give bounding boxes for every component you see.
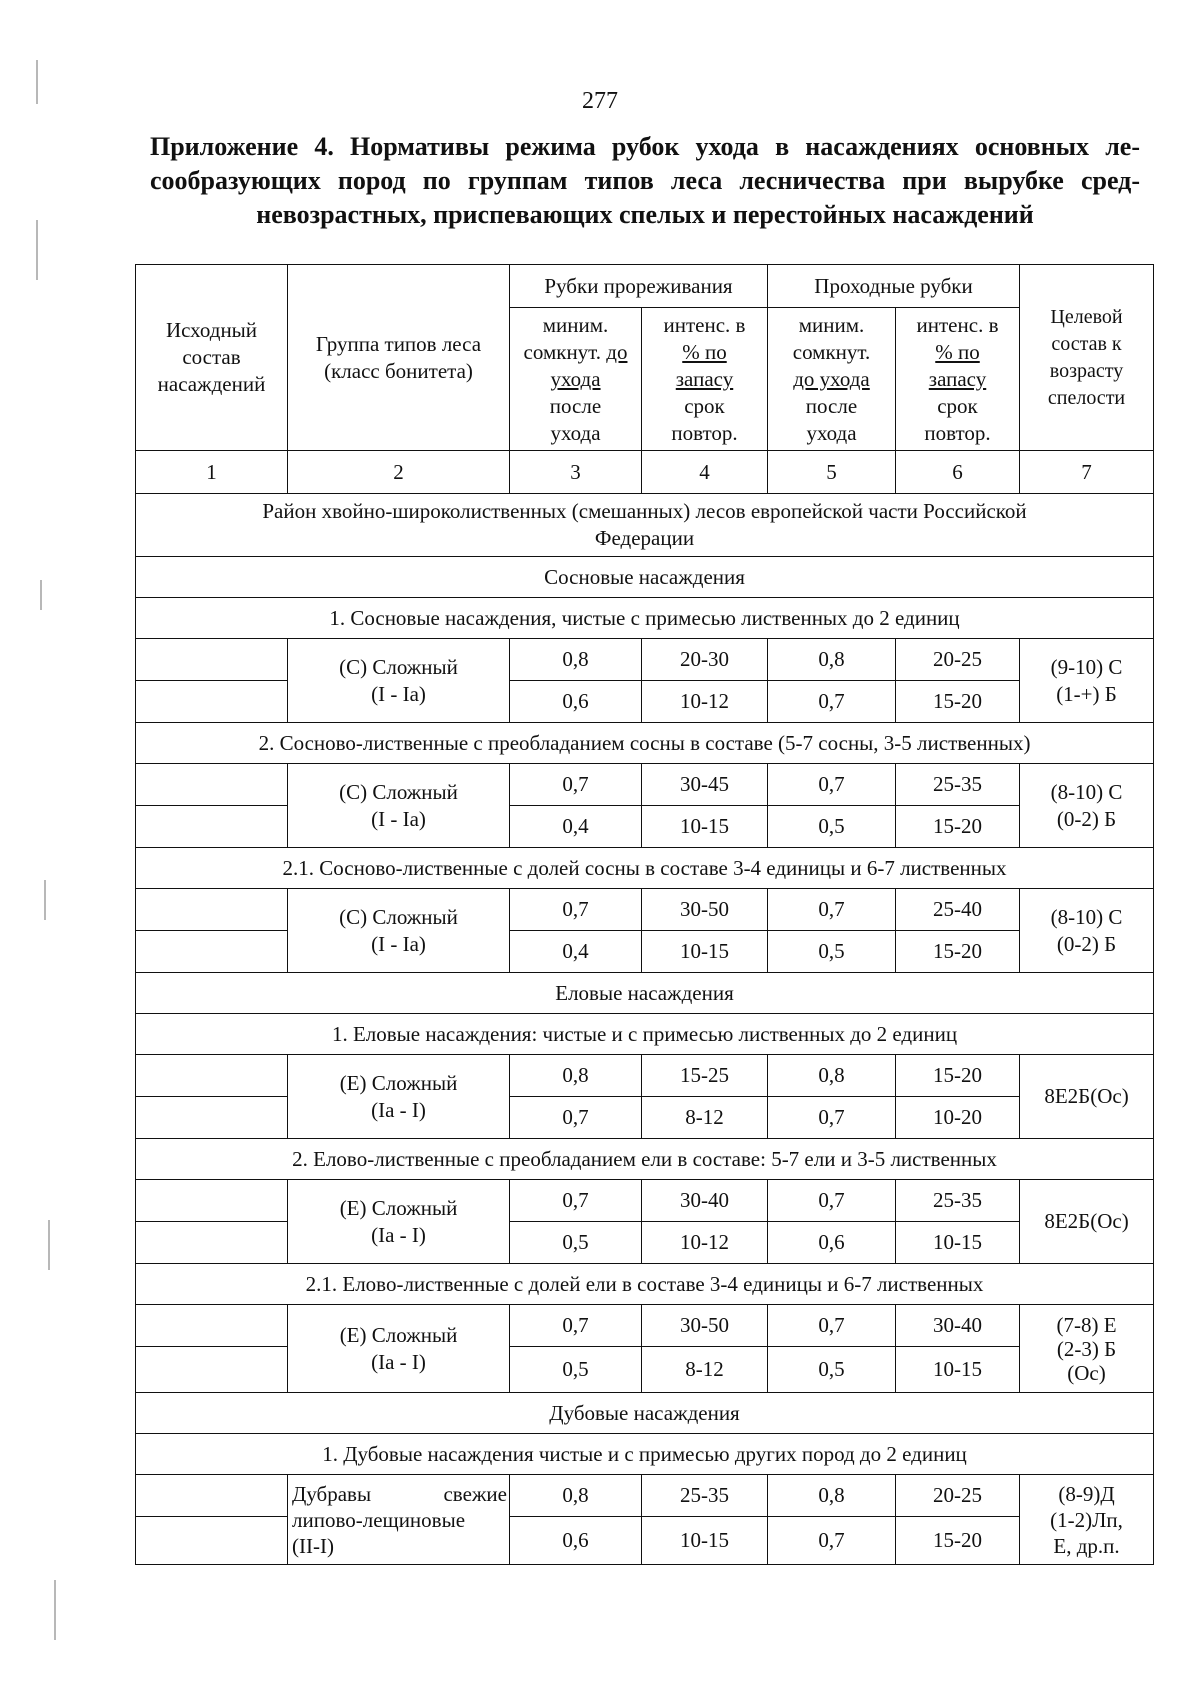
section-title-pine: Сосновые насаждения xyxy=(136,557,1154,598)
header-group-thinning: Рубки прореживания xyxy=(510,265,768,308)
table-row xyxy=(136,1305,1154,1347)
table-row xyxy=(136,1475,1154,1517)
group-title: 2. Елово-лиственные с преобладанием ели в составе: 5-7 ели и 3-5 лиственных xyxy=(136,1139,1154,1180)
table-cell: 0,4 xyxy=(510,931,642,973)
column-number: 2 xyxy=(288,451,510,494)
table-cell: 0,7 xyxy=(768,1517,896,1565)
table-cell: 25-35 xyxy=(642,1475,768,1517)
forest-type-cell: (С) Сложный (I - Ia) xyxy=(288,764,510,848)
group-title: 2. Сосново-лиственные с преобладанием сосны в составе (5-7 сосны, 3-5 лиственных) xyxy=(136,723,1154,764)
group-title: 2.1. Сосново-лиственные с долей сосны в составе 3-4 единицы и 6-7 лиственных xyxy=(136,848,1154,889)
header-col-2: Группа типов леса (класс бонитета) xyxy=(288,265,510,451)
table-cell: 25-40 xyxy=(896,889,1020,931)
target-composition-cell: 8Е2Б(Ос) xyxy=(1020,1180,1154,1264)
initial-composition-cell xyxy=(136,1180,288,1222)
table-row xyxy=(136,889,1154,931)
region-row xyxy=(136,494,1154,557)
group-title-row xyxy=(136,723,1154,764)
table-cell: 8-12 xyxy=(642,1097,768,1139)
table-cell: 30-50 xyxy=(642,1305,768,1347)
initial-composition-cell xyxy=(136,1055,288,1097)
scan-mark xyxy=(54,1580,56,1640)
table-row xyxy=(136,764,1154,806)
table-cell: 20-30 xyxy=(642,639,768,681)
initial-composition-cell xyxy=(136,931,288,973)
column-number: 3 xyxy=(510,451,642,494)
group-title-row xyxy=(136,1014,1154,1055)
page-number: 277 xyxy=(582,88,618,114)
target-composition-cell: 8Е2Б(Ос) xyxy=(1020,1055,1154,1139)
scan-mark xyxy=(40,580,42,610)
header-row xyxy=(136,265,1154,308)
initial-composition-cell xyxy=(136,806,288,848)
table-cell: 0,8 xyxy=(768,1055,896,1097)
table-cell: 8-12 xyxy=(642,1347,768,1393)
header-col-7: Целевой состав к возрасту спелости xyxy=(1020,265,1154,451)
table-cell: 30-40 xyxy=(642,1180,768,1222)
table-cell: 0,8 xyxy=(510,1055,642,1097)
table-cell: 30-45 xyxy=(642,764,768,806)
header-col-3: миним. сомкнут. до ухода после ухода xyxy=(510,308,642,451)
region-title: Район хвойно-широколиственных (смешанных) лесов европейской части Российской Федерации xyxy=(136,494,1154,557)
column-numbers-row xyxy=(136,451,1154,494)
table-cell: 10-12 xyxy=(642,681,768,723)
forest-type-cell: (Е) Сложный (Ia - I) xyxy=(288,1305,510,1393)
table-cell: 15-20 xyxy=(896,681,1020,723)
table-cell: 0,5 xyxy=(510,1347,642,1393)
table-cell: 0,7 xyxy=(768,764,896,806)
table-cell: 15-20 xyxy=(896,1517,1020,1565)
group-title: 1. Сосновые насаждения, чистые с примесью лиственных до 2 единиц xyxy=(136,598,1154,639)
section-row xyxy=(136,973,1154,1014)
forest-type-cell: (С) Сложный (I - Ia) xyxy=(288,889,510,973)
initial-composition-cell xyxy=(136,889,288,931)
section-row xyxy=(136,557,1154,598)
initial-composition-cell xyxy=(136,1097,288,1139)
initial-composition-cell xyxy=(136,1347,288,1393)
initial-composition-cell xyxy=(136,639,288,681)
table-cell: 15-25 xyxy=(642,1055,768,1097)
norms-table xyxy=(135,264,1154,1565)
column-number: 7 xyxy=(1020,451,1154,494)
table-cell: 10-15 xyxy=(642,1517,768,1565)
forest-type-cell: Дубравы свежие липово-лещиновые (II-I) xyxy=(288,1475,510,1565)
forest-type-cell: (Е) Сложный (Ia - I) xyxy=(288,1180,510,1264)
table-cell: 0,7 xyxy=(768,681,896,723)
table-cell: 0,5 xyxy=(768,931,896,973)
target-composition-cell: (9-10) С (1-+) Б xyxy=(1020,639,1154,723)
title-line-3: невозрастных, приспевающих спелых и перестойных насаждений xyxy=(256,200,1034,229)
column-number: 4 xyxy=(642,451,768,494)
scan-mark xyxy=(36,60,38,104)
table-cell: 0,7 xyxy=(510,1180,642,1222)
section-title-spruce: Еловые насаждения xyxy=(136,973,1154,1014)
table-cell: 30-40 xyxy=(896,1305,1020,1347)
table-cell: 0,7 xyxy=(510,889,642,931)
table-cell: 0,7 xyxy=(768,1305,896,1347)
table-cell: 0,5 xyxy=(768,806,896,848)
initial-composition-cell xyxy=(136,1222,288,1264)
table-cell: 0,8 xyxy=(510,1475,642,1517)
initial-composition-cell xyxy=(136,1305,288,1347)
table-cell: 0,4 xyxy=(510,806,642,848)
table-cell: 10-12 xyxy=(642,1222,768,1264)
target-composition-cell: (7-8) Е (2-3) Б (Ос) xyxy=(1020,1305,1154,1393)
table-cell: 0,5 xyxy=(768,1347,896,1393)
table-cell: 0,5 xyxy=(510,1222,642,1264)
initial-composition-cell xyxy=(136,1517,288,1565)
table-cell: 10-15 xyxy=(642,806,768,848)
table-cell: 20-25 xyxy=(896,639,1020,681)
group-title: 2.1. Елово-лиственные с долей ели в составе 3-4 единицы и 6-7 лиственных xyxy=(136,1264,1154,1305)
section-title-oak: Дубовые насаждения xyxy=(136,1393,1154,1434)
table-cell: 0,6 xyxy=(510,681,642,723)
table-cell: 0,7 xyxy=(768,889,896,931)
table-cell: 0,7 xyxy=(768,1097,896,1139)
scan-mark xyxy=(48,1220,50,1270)
column-number: 5 xyxy=(768,451,896,494)
scan-mark xyxy=(36,220,38,280)
header-col-4: интенс. в % по запасу срок повтор. xyxy=(642,308,768,451)
table-cell: 0,7 xyxy=(510,1097,642,1139)
table-cell: 0,8 xyxy=(510,639,642,681)
table-cell: 0,7 xyxy=(510,764,642,806)
scan-mark xyxy=(44,880,46,920)
table-cell: 15-20 xyxy=(896,1055,1020,1097)
column-number: 6 xyxy=(896,451,1020,494)
table-cell: 10-15 xyxy=(896,1347,1020,1393)
group-title-row xyxy=(136,1264,1154,1305)
table-cell: 0,7 xyxy=(510,1305,642,1347)
table-cell: 0,6 xyxy=(768,1222,896,1264)
initial-composition-cell xyxy=(136,681,288,723)
table-row xyxy=(136,639,1154,681)
group-title-row xyxy=(136,848,1154,889)
initial-composition-cell xyxy=(136,764,288,806)
header-group-passing: Проходные рубки xyxy=(768,265,1020,308)
table-cell: 0,7 xyxy=(768,1180,896,1222)
table-row xyxy=(136,1180,1154,1222)
forest-type-cell: (Е) Сложный (Ia - I) xyxy=(288,1055,510,1139)
section-row xyxy=(136,1393,1154,1434)
title-line-1: Приложение 4. Нормативы режима рубок ухода в насаждениях основных ле- xyxy=(150,132,1140,161)
table-cell: 0,8 xyxy=(768,1475,896,1517)
header-col-5: миним. сомкнут. до ухода после ухода xyxy=(768,308,896,451)
table-cell: 10-15 xyxy=(896,1222,1020,1264)
target-composition-cell: (8-10) С (0-2) Б xyxy=(1020,764,1154,848)
page-title xyxy=(150,130,1140,232)
table-cell: 15-20 xyxy=(896,806,1020,848)
initial-composition-cell xyxy=(136,1475,288,1517)
table-cell: 10-15 xyxy=(642,931,768,973)
table-row xyxy=(136,1055,1154,1097)
column-number: 1 xyxy=(136,451,288,494)
group-title: 1. Еловые насаждения: чистые и с примесью лиственных до 2 единиц xyxy=(136,1014,1154,1055)
table-cell: 30-50 xyxy=(642,889,768,931)
table-cell: 20-25 xyxy=(896,1475,1020,1517)
table-cell: 25-35 xyxy=(896,1180,1020,1222)
target-composition-cell: (8-10) С (0-2) Б xyxy=(1020,889,1154,973)
table-cell: 0,8 xyxy=(768,639,896,681)
target-composition-cell: (8-9)Д (1-2)Лп, Е, др.п. xyxy=(1020,1475,1154,1565)
group-title-row xyxy=(136,598,1154,639)
group-title-row xyxy=(136,1434,1154,1475)
table-cell: 0,6 xyxy=(510,1517,642,1565)
group-title: 1. Дубовые насаждения чистые и с примесью других пород до 2 единиц xyxy=(136,1434,1154,1475)
table-cell: 15-20 xyxy=(896,931,1020,973)
header-col-6: интенс. в % по запасу срок повтор. xyxy=(896,308,1020,451)
group-title-row xyxy=(136,1139,1154,1180)
title-line-2: сообразующих пород по группам типов леса лесничества при вырубке сред- xyxy=(150,166,1140,195)
table-cell: 10-20 xyxy=(896,1097,1020,1139)
header-col-1: Исходный состав насаждений xyxy=(136,265,288,451)
forest-type-cell: (С) Сложный (I - Ia) xyxy=(288,639,510,723)
table-cell: 25-35 xyxy=(896,764,1020,806)
